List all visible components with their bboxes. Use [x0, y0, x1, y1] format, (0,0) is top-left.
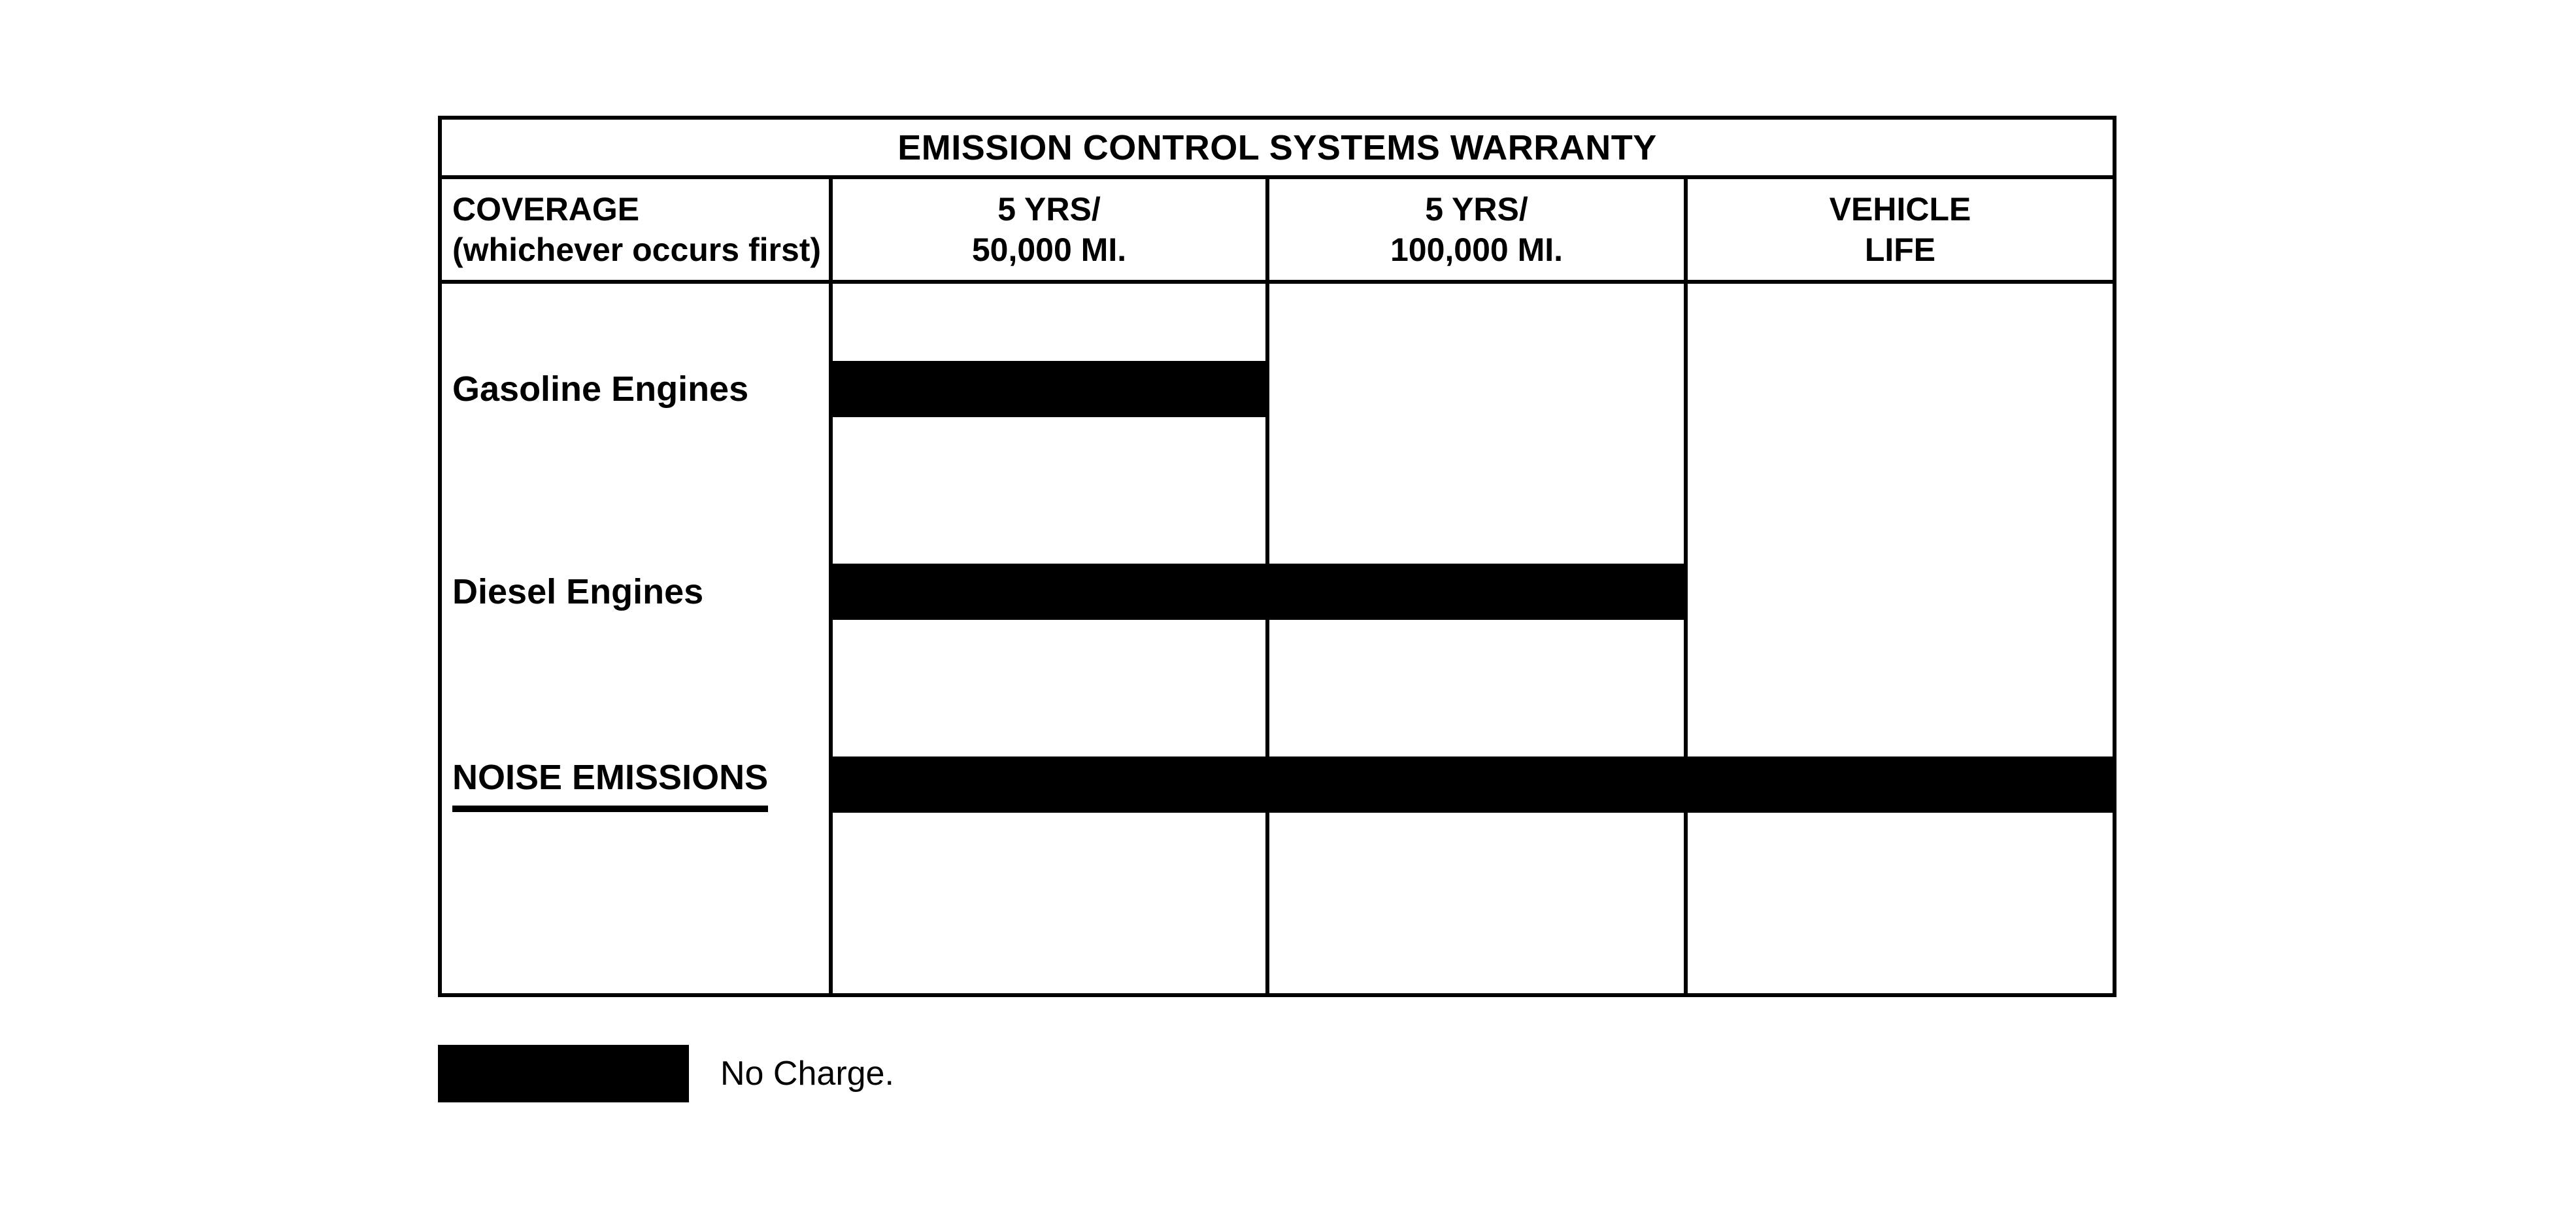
- coverage-bar-gasoline-engines: [829, 361, 1269, 417]
- header-5yrs-100000mi-line1: 5 YRS/: [1425, 191, 1528, 228]
- header-coverage-line1: COVERAGE: [452, 191, 640, 228]
- legend-swatch-no-charge: [438, 1045, 689, 1102]
- header-coverage-line2: (whichever occurs first): [452, 231, 822, 268]
- header-5yrs-50000mi: [833, 179, 1265, 280]
- coverage-bar-diesel-engines: [829, 564, 1688, 620]
- header-5yrs-100000mi-line2: 100,000 MI.: [1390, 231, 1564, 268]
- row-label-noise-emissions: NOISE EMISSIONS: [452, 757, 768, 812]
- header-5yrs-50000mi-line1: 5 YRS/: [997, 191, 1101, 228]
- header-vehicle-life-line1: VEHICLE: [1829, 191, 1971, 228]
- header-vehicle-life: [1688, 179, 2113, 280]
- header-coverage: [442, 179, 829, 280]
- row-label-gasoline-engines: Gasoline Engines: [452, 369, 749, 409]
- table-title-row: [442, 120, 2113, 179]
- legend: [438, 1045, 894, 1102]
- table-title: EMISSION CONTROL SYSTEMS WARRANTY: [897, 128, 1657, 167]
- row-label-diesel-engines: Diesel Engines: [452, 572, 704, 611]
- header-5yrs-100000mi: [1269, 179, 1684, 280]
- coverage-bar-noise-emissions: [829, 756, 2113, 813]
- warranty-table: [438, 116, 2116, 997]
- header-5yrs-50000mi-line2: 50,000 MI.: [971, 231, 1127, 268]
- legend-label: No Charge.: [720, 1055, 894, 1093]
- header-divider-line: [442, 280, 2113, 284]
- table-grid: [442, 179, 2113, 993]
- header-vehicle-life-line2: LIFE: [1864, 231, 1936, 268]
